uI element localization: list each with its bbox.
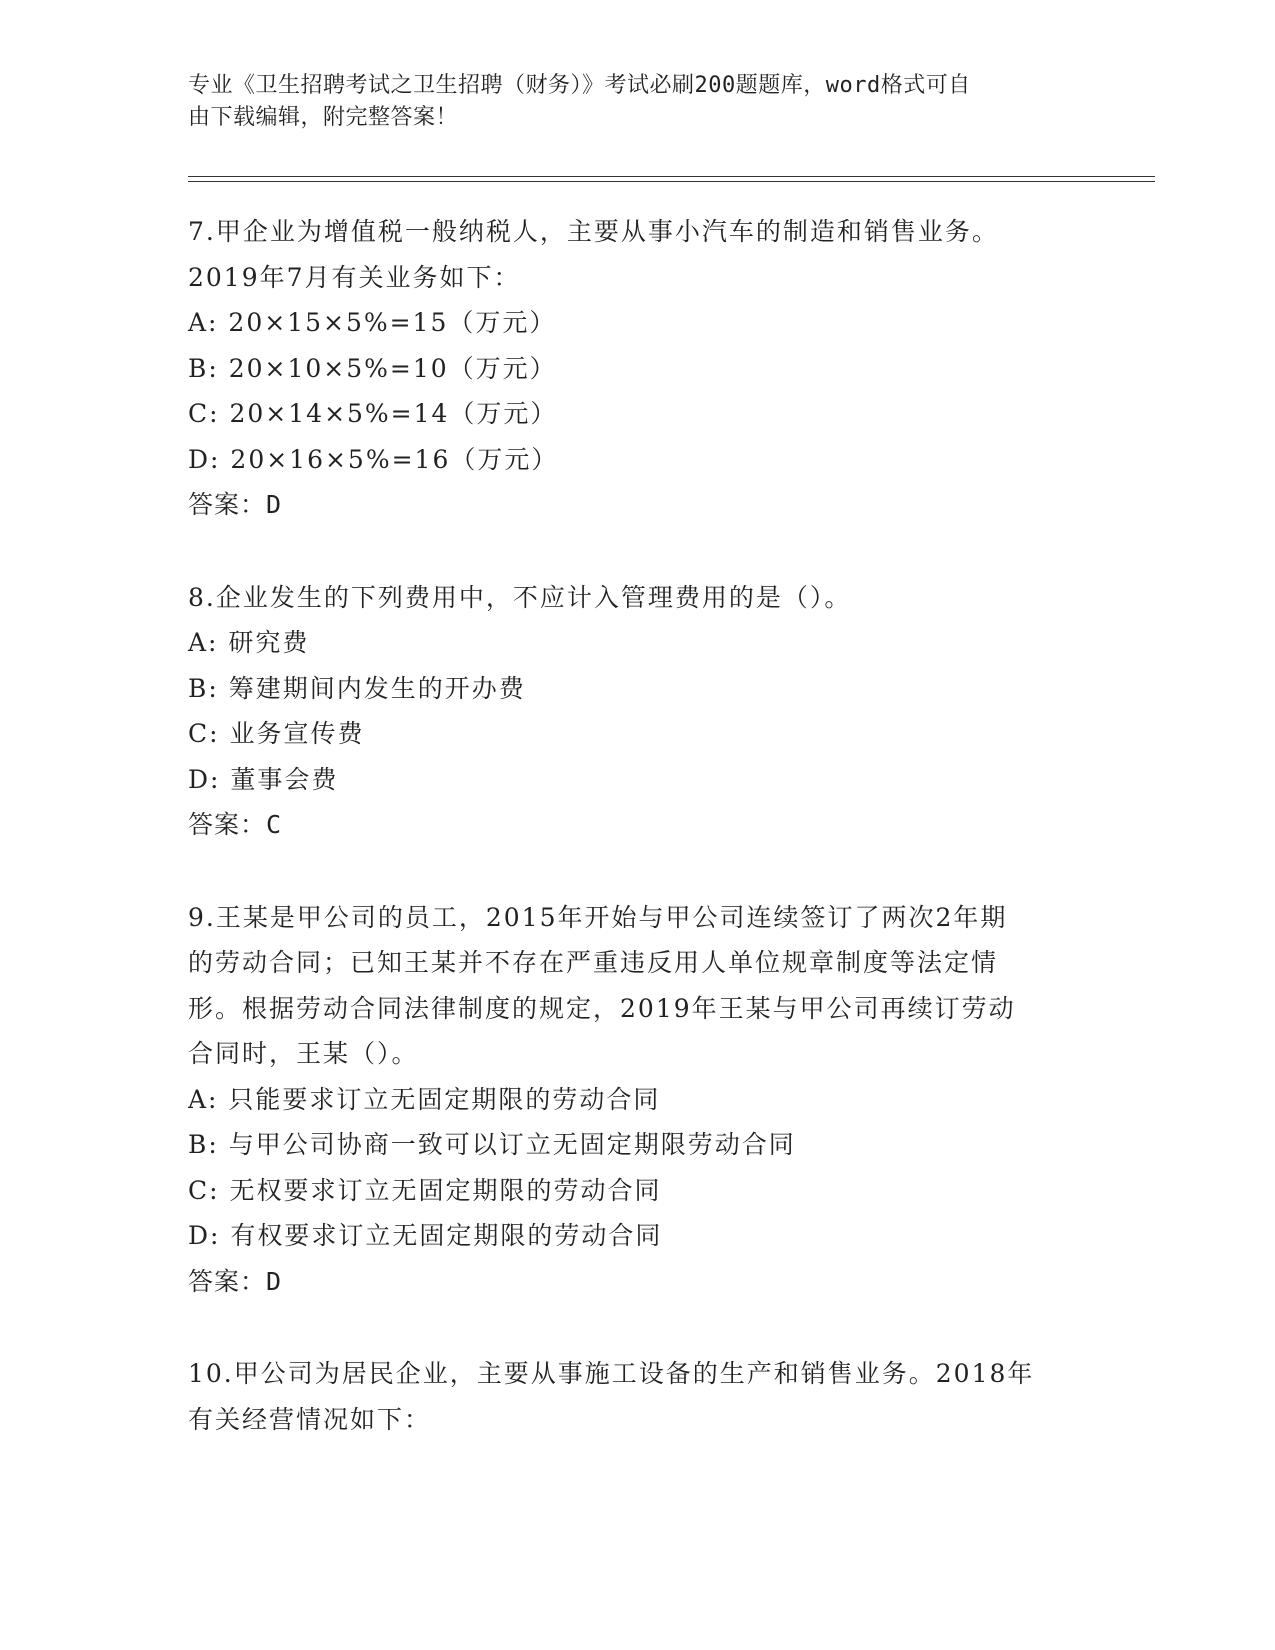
option-a: A: 只能要求订立无固定期限的劳动合同 bbox=[188, 1084, 661, 1114]
question-list bbox=[188, 209, 1088, 1489]
question-stem-line: 8.企业发生的下列费用中，不应计入管理费用的是（）。 bbox=[188, 582, 852, 612]
question-10 bbox=[188, 1351, 1088, 1442]
answer-line bbox=[188, 482, 1088, 528]
header-line: 由下载编辑，附完整答案！ bbox=[188, 105, 459, 130]
question-stem-line: 合同时，王某（）。 bbox=[188, 1039, 419, 1068]
answer-value: D bbox=[266, 490, 283, 519]
answer-value: D bbox=[266, 1266, 283, 1296]
option-d: D: 20×16×5%=16（万元） bbox=[188, 444, 559, 474]
question-8 bbox=[188, 575, 1088, 848]
header-line: 专业《卫生招聘考试之卫生招聘（财务）》考试必刷200题题库，word格式可自 bbox=[188, 73, 971, 98]
option-c: C: 无权要求订立无固定期限的劳动合同 bbox=[188, 1175, 662, 1205]
question-stem-line: 9.王某是甲公司的员工，2015年开始与甲公司连续签订了两次2年期 bbox=[188, 902, 1008, 932]
answer-label: 答案： bbox=[188, 1266, 267, 1296]
question-stem-line: 的劳动合同；已知王某并不存在严重违反用人单位规章制度等法定情 bbox=[188, 948, 999, 977]
header-divider-top bbox=[188, 176, 1155, 177]
document-header bbox=[188, 70, 1088, 134]
question-7 bbox=[188, 209, 1088, 528]
option-d: D: 有权要求订立无固定期限的劳动合同 bbox=[188, 1221, 663, 1250]
answer-line bbox=[188, 1259, 1088, 1305]
option-d: D: 董事会费 bbox=[188, 764, 339, 794]
option-c: C: 业务宣传费 bbox=[188, 719, 365, 748]
question-stem-line: 2019年7月有关业务如下： bbox=[188, 262, 521, 292]
question-stem-line: 10.甲公司为居民企业，主要从事施工设备的生产和销售业务。2018年 bbox=[188, 1359, 1035, 1388]
answer-label: 答案： bbox=[188, 490, 267, 519]
answer-value: C bbox=[266, 810, 283, 839]
option-a: A: 研究费 bbox=[188, 628, 310, 657]
question-9 bbox=[188, 895, 1088, 1305]
question-stem-line: 有关经营情况如下： bbox=[188, 1404, 432, 1434]
option-b: B: 筹建期间内发生的开办费 bbox=[188, 673, 526, 703]
option-b: B: 与甲公司协商一致可以订立无固定期限劳动合同 bbox=[188, 1130, 796, 1159]
question-stem-line: 形。根据劳动合同法律制度的规定，2019年王某与甲公司再续订劳动 bbox=[188, 993, 1016, 1023]
answer-line bbox=[188, 802, 1088, 848]
header-divider-bottom bbox=[188, 181, 1155, 182]
question-stem-line: 7.甲企业为增值税一般纳税人，主要从事小汽车的制造和销售业务。 bbox=[188, 217, 999, 246]
option-c: C: 20×14×5%=14（万元） bbox=[188, 399, 558, 428]
option-b: B: 20×10×5%=10（万元） bbox=[188, 353, 557, 383]
answer-label: 答案： bbox=[188, 810, 267, 839]
option-a: A: 20×15×5%=15（万元） bbox=[188, 308, 557, 337]
